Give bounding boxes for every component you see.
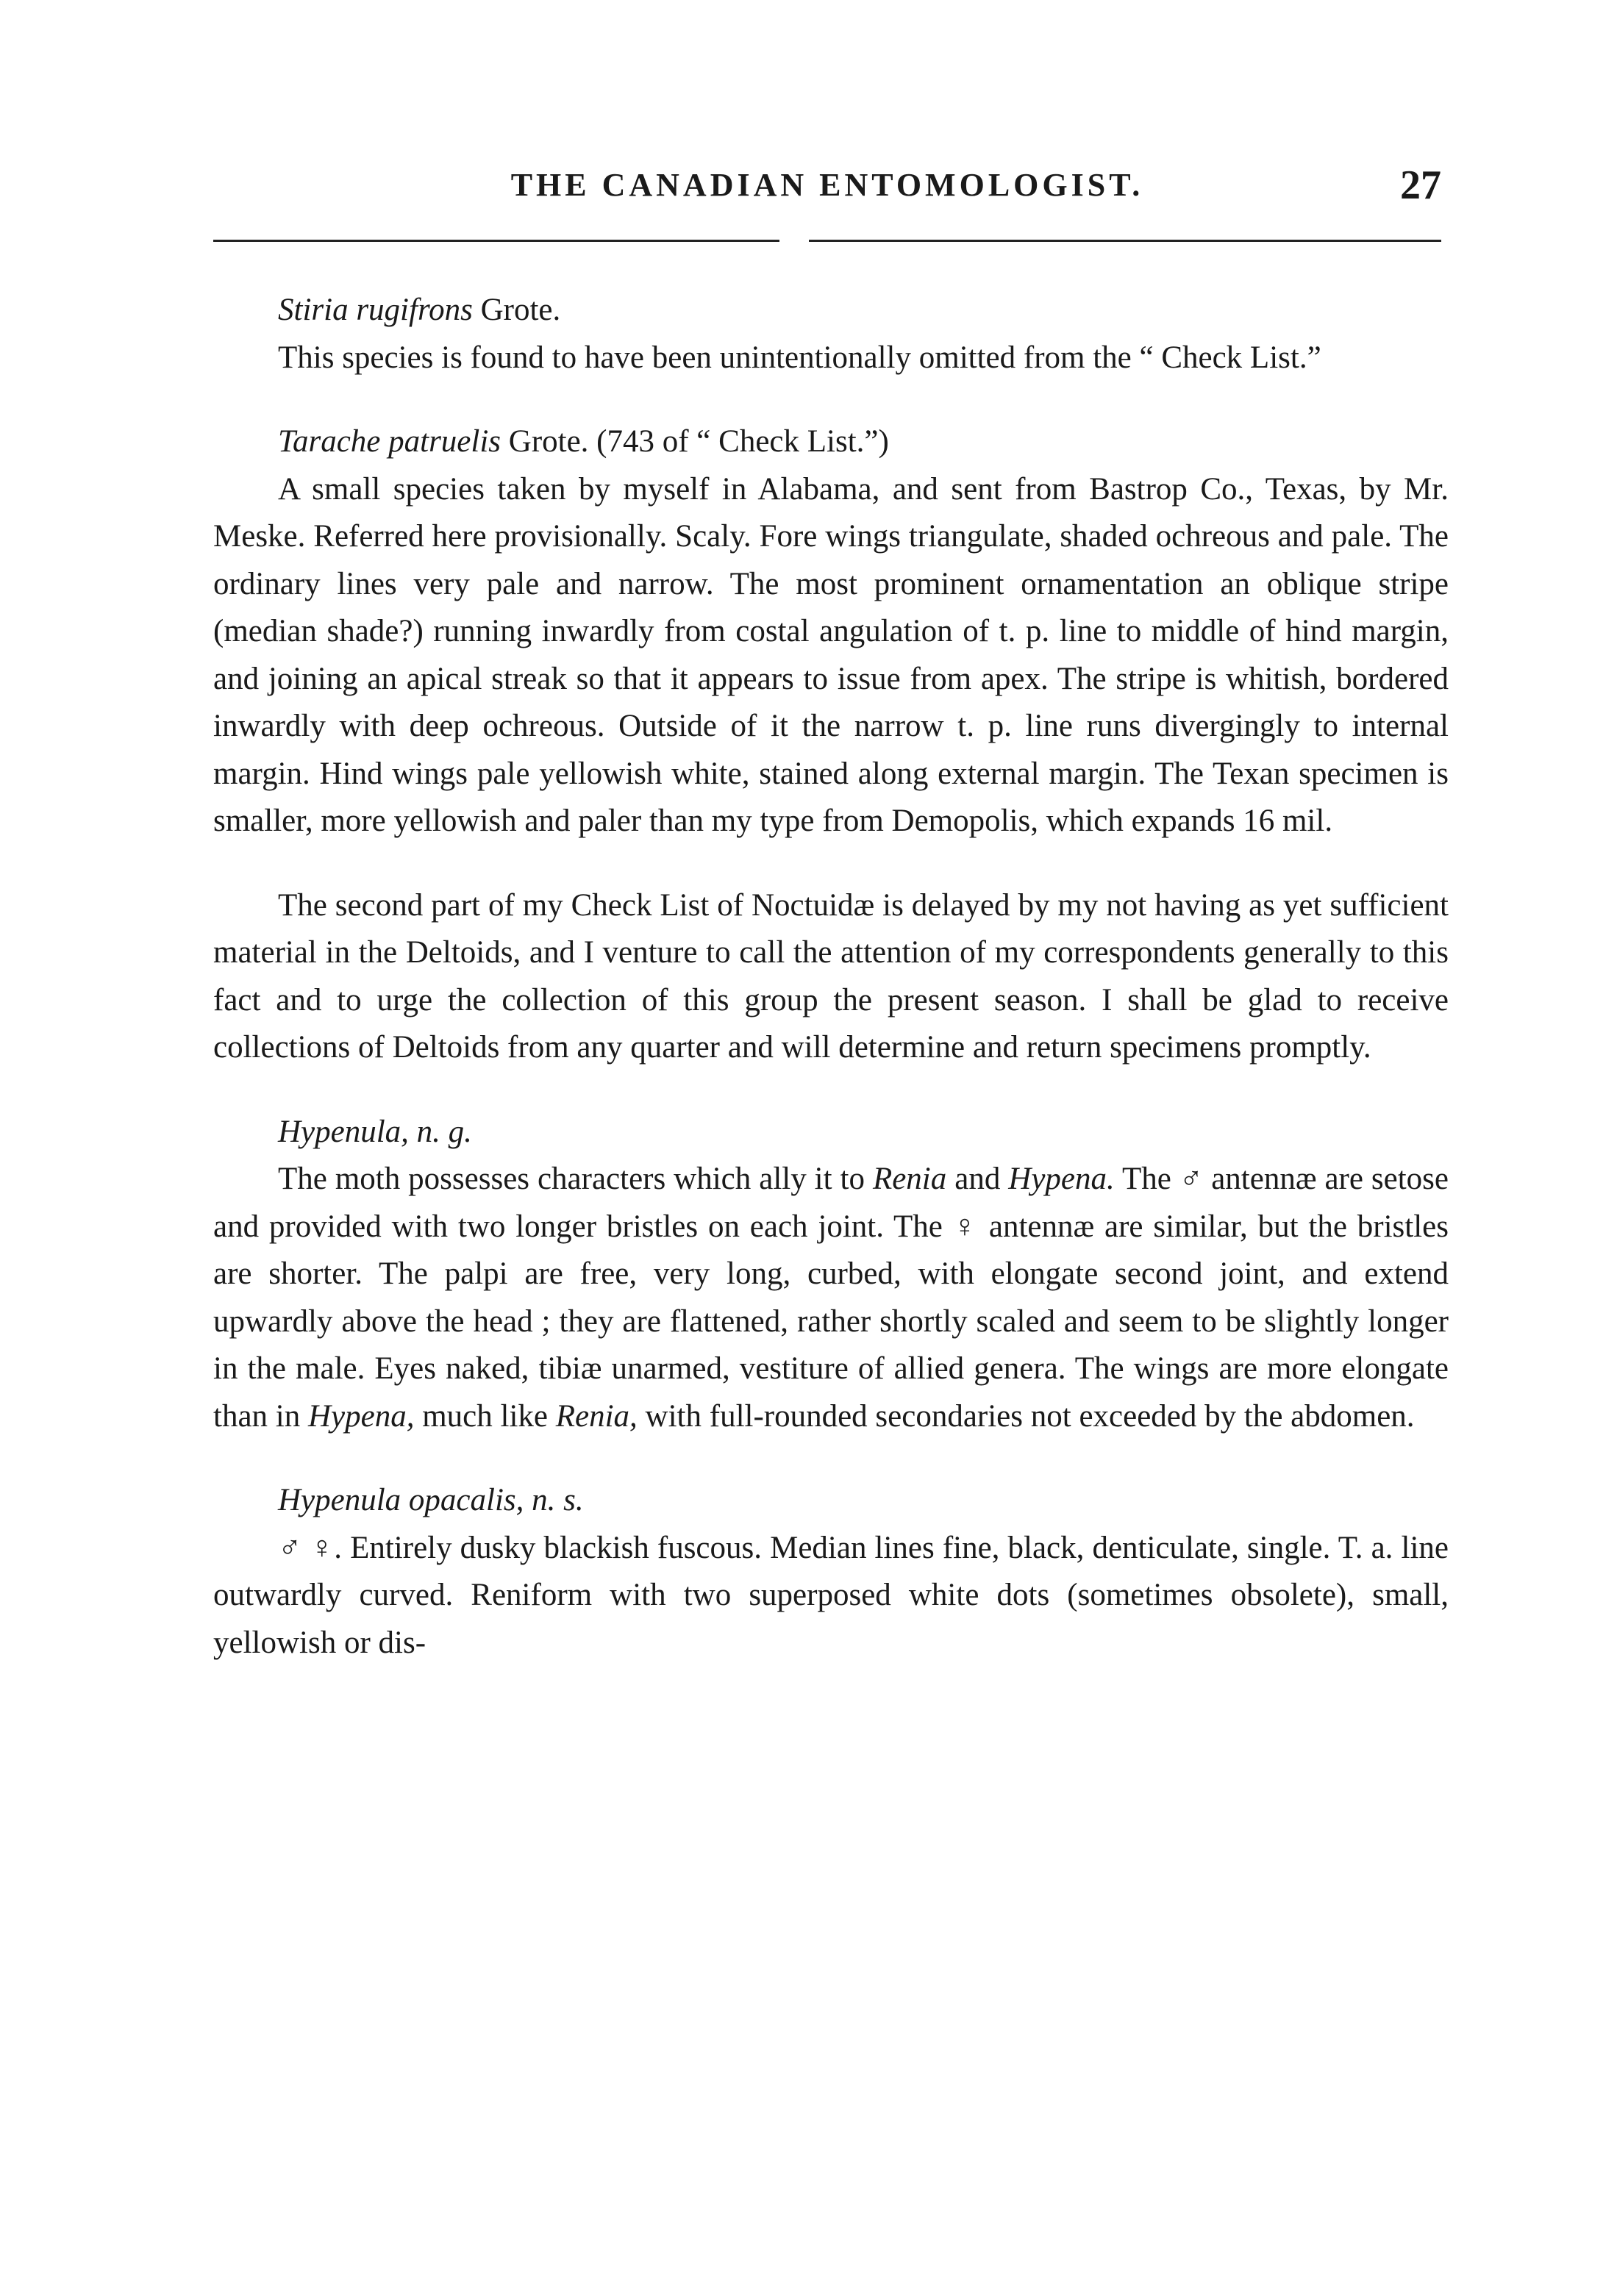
tarache-authority: Grote. (743 of “ Check List.”): [508, 424, 889, 459]
hypenula-text-3: with full-rounded secondaries not exceeded by the abdomen.: [645, 1398, 1415, 1434]
page-header: [213, 162, 1441, 218]
genus-hypena: Hypena.: [1008, 1162, 1115, 1196]
genus-renia: Renia: [872, 1162, 947, 1196]
hypenula-heading: Hypenula, n. g.: [278, 1114, 472, 1149]
notice-paragraph: The second part of my Check List of Noctuidæ is delayed by my not having as yet sufficient material in the Deltoids, and I venture to call the attention of my correspondents generally to this fact and to urge the collection of this group the present season. I shall be glad to receive collections of Deltoids from any quarter and will determine and return specimens promptly.: [213, 887, 1449, 1065]
opacalis-paragraph: ♂ ♀. Entirely dusky blackish fuscous. Median lines fine, black, denticulate, single. T. a. line outwardly curved. Reniform with two superposed white dots (sometimes obsolete), small, yellowish or dis-: [213, 1530, 1449, 1660]
running-title: THE CANADIAN ENTOMOLOGIST.: [510, 167, 1144, 203]
genus-hypena-2: Hypena,: [307, 1398, 415, 1434]
hypenula-and: and: [954, 1162, 1001, 1196]
opacalis-heading: Hypenula opacalis, n. s.: [278, 1483, 584, 1517]
tarache-heading: [213, 418, 1449, 466]
tarache-paragraph: A small species taken by myself in Alabama, and sent from Bastrop Co., Texas, by Mr. Meske. Referred here provisionally. Scaly. Fore wings triangulate, shaded ochreous and pale. The ordinary lines very pale and narrow. The most prominent ornamentation an oblique stripe (median shade?) running inwardly from costal angulation of t. p. line to middle of hind margin, and joining an apical streak so that it appears to issue from apex. The stripe is whitish, bordered inwardly with deep ochreous. Outside of it the narrow t. p. line runs divergingly to internal margin. Hind wings pale yellowish white, stained along external margin. The Texan specimen is smaller, more yellowish and paler than my type from Demopolis, which expands 16 mil.: [213, 471, 1449, 838]
page-number: 27: [1400, 162, 1441, 208]
stiria-authority: Grote.: [480, 293, 561, 327]
hypenula-text-2: The ♂ antennæ are setose and provided with two longer bristles on each joint. The ♀ antennæ are similar, but the bristles are shorter. The palpi are free, very long, curbed, with elongate second joint, and extend upwardly above the head ; they are flattened, rather shortly scaled and seem to be slightly longer in the male. Eyes naked, tibiæ unarmed, vestiture of allied genera. The wings are more elongate than in: [213, 1162, 1449, 1434]
article-body: [213, 287, 1449, 1667]
hypenula-text-1: The moth possesses characters which ally it to: [278, 1162, 865, 1196]
genus-renia-2: Renia,: [555, 1398, 638, 1434]
stiria-title: Stiria rugifrons: [278, 293, 473, 327]
hypenula-paragraph: [213, 1156, 1449, 1440]
stiria-paragraph: This species is found to have been unintentionally omitted from the “ Check List.”: [278, 340, 1321, 375]
stiria-heading: [213, 287, 1449, 335]
header-rule-left: [213, 240, 779, 242]
hypenula-much-like: much like: [422, 1398, 548, 1434]
header-rule-right: [809, 240, 1441, 242]
tarache-title: Tarache patruelis: [278, 424, 501, 459]
